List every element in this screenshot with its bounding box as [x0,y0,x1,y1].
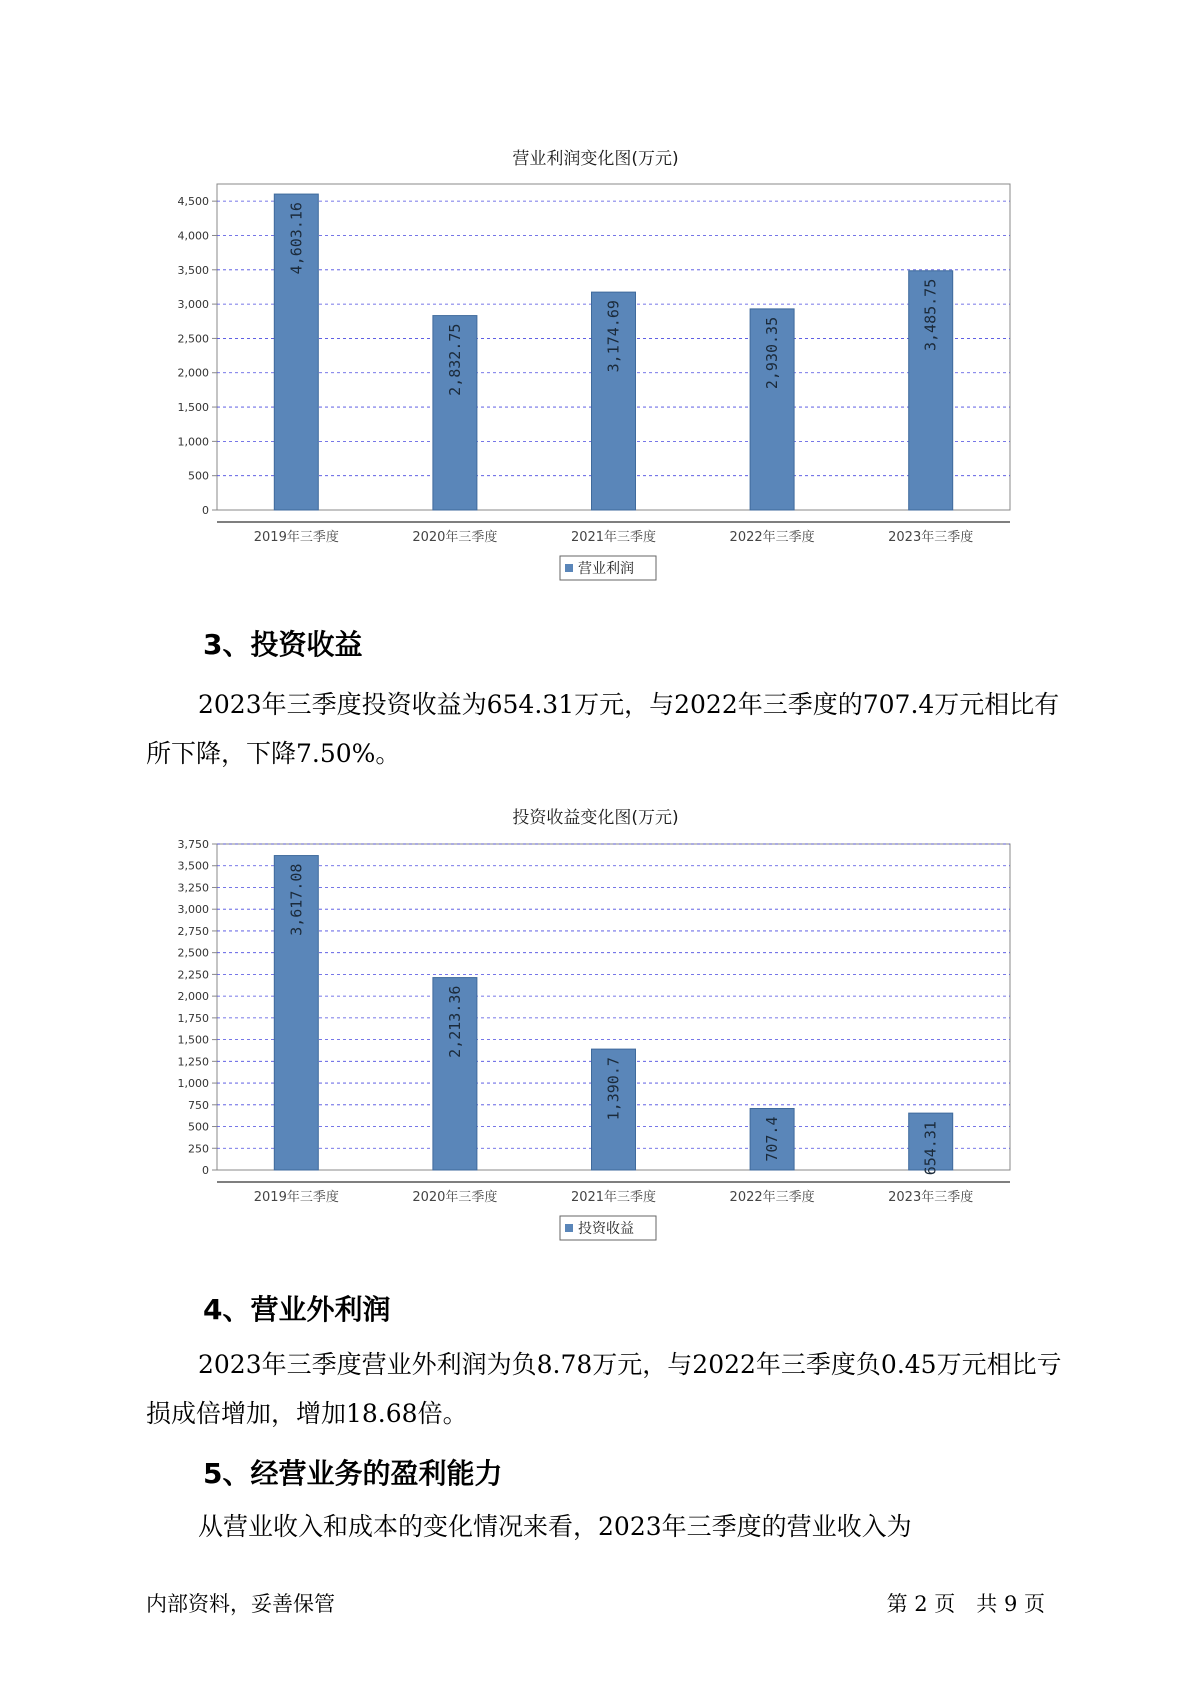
x-tick-label: 2020年三季度 [412,1190,498,1205]
legend-swatch [565,1224,573,1232]
bar-value-label-group [922,1121,940,1175]
y-tick-label: 3,500 [177,859,209,873]
y-tick-label: 1,500 [177,401,209,415]
y-tick-label: 0 [202,1164,209,1177]
bar-value-label-group [287,864,305,936]
x-tick-label: 2021年三季度 [570,530,657,545]
chart-title-investment-income: 投资收益变化图(万元) [512,808,679,828]
bar-value-label-group [287,202,305,274]
bar-value-label: 2,213.36 [445,985,464,1058]
y-tick-label: 2,750 [177,924,209,938]
y-tick-label: 1,250 [177,1055,209,1069]
y-tick-label: 2,000 [177,366,209,380]
y-tick-label: 3,000 [177,903,209,917]
bar-value-label: 707.4 [763,1116,782,1162]
y-tick-label: 3,000 [177,298,209,312]
x-tick-label: 2021年三季度 [570,1190,657,1205]
bar-value-label: 654.31 [921,1121,940,1176]
bar-value-label: 3,485.75 [921,278,940,352]
section-4-heading: 4、营业外利润 [203,1293,391,1326]
bar-value-label-group [922,279,940,351]
section-5-heading: 5、经营业务的盈利能力 [203,1457,503,1490]
footer-page-number: 第 2 页 共 9 页 [886,1592,1045,1616]
bar-value-label-group [763,1117,781,1162]
bar-value-label: 3,174.69 [604,300,623,373]
y-tick-label: 3,250 [177,881,209,895]
y-tick-label: 0 [202,504,209,517]
y-tick-label: 4,000 [177,229,209,243]
bar-value-label-group [763,317,781,389]
bar-value-label-group [605,300,623,372]
x-tick-label: 2019年三季度 [253,1190,339,1205]
bar-value-label-group [605,1057,623,1120]
y-tick-label: 2,500 [177,332,209,346]
x-tick-label: 2019年三季度 [253,530,339,545]
y-tick-label: 1,000 [177,1077,209,1091]
y-tick-label: 1,750 [177,1011,209,1025]
x-tick-label: 2020年三季度 [412,530,498,545]
x-tick-label: 2023年三季度 [888,530,974,545]
y-tick-label: 250 [188,1142,209,1156]
x-tick-label: 2022年三季度 [729,1190,815,1205]
legend-label: 营业利润 [578,561,634,577]
section-3-heading: 3、投资收益 [203,628,363,661]
section-3-paragraph: 2023年三季度投资收益为654.31万元，与2022年三季度的707.4万元相比有所下降，下降7.50%。 [146,690,1060,768]
legend-swatch [565,564,573,572]
y-tick-label: 2,000 [177,990,209,1004]
y-tick-label: 500 [188,1120,209,1134]
section-5-paragraph: 从营业收入和成本的变化情况来看，2023年三季度的营业收入为 [198,1512,912,1541]
y-tick-label: 1,000 [177,435,209,449]
y-tick-label: 3,500 [177,263,209,277]
section-4-paragraph: 2023年三季度营业外利润为负8.78万元，与2022年三季度负0.45万元相比亏损成倍增加，增加18.68倍。 [146,1350,1062,1428]
y-tick-label: 2,500 [177,946,209,960]
x-tick-label: 2022年三季度 [729,530,815,545]
x-tick-label: 2023年三季度 [888,1190,974,1205]
y-tick-label: 2,250 [177,968,209,982]
footer-confidential-note: 内部资料，妥善保管 [146,1592,335,1616]
y-tick-label: 1,500 [177,1033,209,1047]
y-tick-label: 500 [188,469,209,483]
bar-value-label-group [446,324,464,396]
y-tick-label: 750 [188,1098,209,1112]
bar-value-label: 2,832.75 [445,323,464,396]
bar-value-label: 3,617.08 [287,863,306,936]
bar-value-label: 4,603.16 [287,202,306,275]
legend-label: 投资收益 [578,1221,634,1237]
investment-income-chart [0,830,1191,1250]
y-tick-label: 4,500 [177,195,209,209]
bar-value-label: 1,390.7 [604,1057,623,1121]
y-tick-label: 3,750 [177,838,209,851]
operating-profit-chart [0,170,1191,590]
bar-value-label: 2,930.35 [763,316,782,390]
bar-value-label-group [446,986,464,1058]
chart-title-operating-profit: 营业利润变化图(万元) [512,149,679,169]
